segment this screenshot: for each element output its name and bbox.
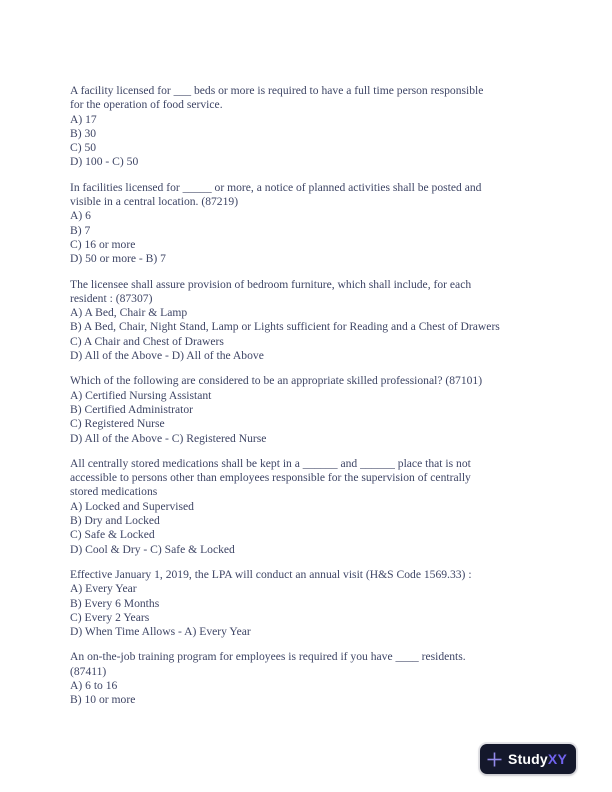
question-block xyxy=(70,181,554,267)
question-line: B) 10 or more xyxy=(70,693,136,707)
question-block xyxy=(70,374,554,445)
questions xyxy=(70,84,554,719)
question-block xyxy=(70,84,554,170)
question-line: C) Registered Nurse xyxy=(70,417,165,431)
question-line: Effective January 1, 2019, the LPA will conduct an annual visit (H&S Code 1569.33) : xyxy=(70,567,472,581)
question-line: B) Certified Administrator xyxy=(70,402,194,416)
question-line: B) A Bed, Chair, Night Stand, Lamp or Lights sufficient for Reading and a Chest of Drawers xyxy=(70,320,500,334)
question-line: A) 6 to 16 xyxy=(70,678,118,692)
question-line: A) 17 xyxy=(70,112,97,126)
question-line: B) Every 6 Months xyxy=(70,596,160,610)
studyxy-logo-badge xyxy=(480,744,576,774)
question-line: A) 6 xyxy=(70,209,91,223)
question-line: stored medications xyxy=(70,485,158,499)
question-block xyxy=(70,650,554,707)
question-line: A) Certified Nursing Assistant xyxy=(70,388,212,402)
question-line: C) 16 or more xyxy=(70,237,136,251)
question-line: D) 100 - C) 50 xyxy=(70,155,139,169)
question-line: B) 30 xyxy=(70,126,97,140)
question-line: A) A Bed, Chair & Lamp xyxy=(70,306,188,320)
question-line: C) Safe & Locked xyxy=(70,528,155,542)
question-line: D) 50 or more - B) 7 xyxy=(70,252,166,266)
plus-icon xyxy=(486,751,503,768)
question-line: The licensee shall assure provision of bedroom furniture, which shall include, for each xyxy=(70,277,472,291)
question-line: (87411) xyxy=(70,664,107,678)
question-line: resident : (87307) xyxy=(70,291,153,305)
logo-wordmark-prefix: Study xyxy=(508,751,548,767)
question-line: D) When Time Allows - A) Every Year xyxy=(70,625,251,639)
question-line: A) Every Year xyxy=(70,582,137,596)
question-line: All centrally stored medications shall be kept in a ______ and ______ place that is not xyxy=(70,456,471,470)
question-line: D) Cool & Dry - C) Safe & Locked xyxy=(70,542,235,556)
question-line: C) 50 xyxy=(70,141,97,155)
question-line: C) Every 2 Years xyxy=(70,610,150,624)
question-line: B) 7 xyxy=(70,223,91,237)
question-line: visible in a central location. (87219) xyxy=(70,195,239,209)
logo-wordmark-suffix: XY xyxy=(547,751,567,767)
question-block xyxy=(70,278,554,364)
question-line: B) Dry and Locked xyxy=(70,514,160,528)
question-line: accessible to persons other than employees responsible for the supervision of centrally xyxy=(70,471,471,485)
question-line: A facility licensed for ___ beds or more is required to have a full time person responsible xyxy=(70,84,484,97)
question-line: Which of the following are considered to be an appropriate skilled professional? (87101) xyxy=(70,374,483,388)
question-line: for the operation of food service. xyxy=(70,98,223,112)
logo-wordmark xyxy=(508,752,567,766)
question-block xyxy=(70,568,554,639)
question-block xyxy=(70,457,554,557)
question-line: A) Locked and Supervised xyxy=(70,499,194,513)
question-line: C) A Chair and Chest of Drawers xyxy=(70,334,224,348)
question-line: D) All of the Above - D) All of the Above xyxy=(70,349,264,363)
question-line: In facilities licensed for _____ or more, a notice of planned activities shall be posted and xyxy=(70,180,482,194)
question-line: An on-the-job training program for employees is required if you have ____ residents. xyxy=(70,650,466,664)
question-line: D) All of the Above - C) Registered Nurse xyxy=(70,431,267,445)
